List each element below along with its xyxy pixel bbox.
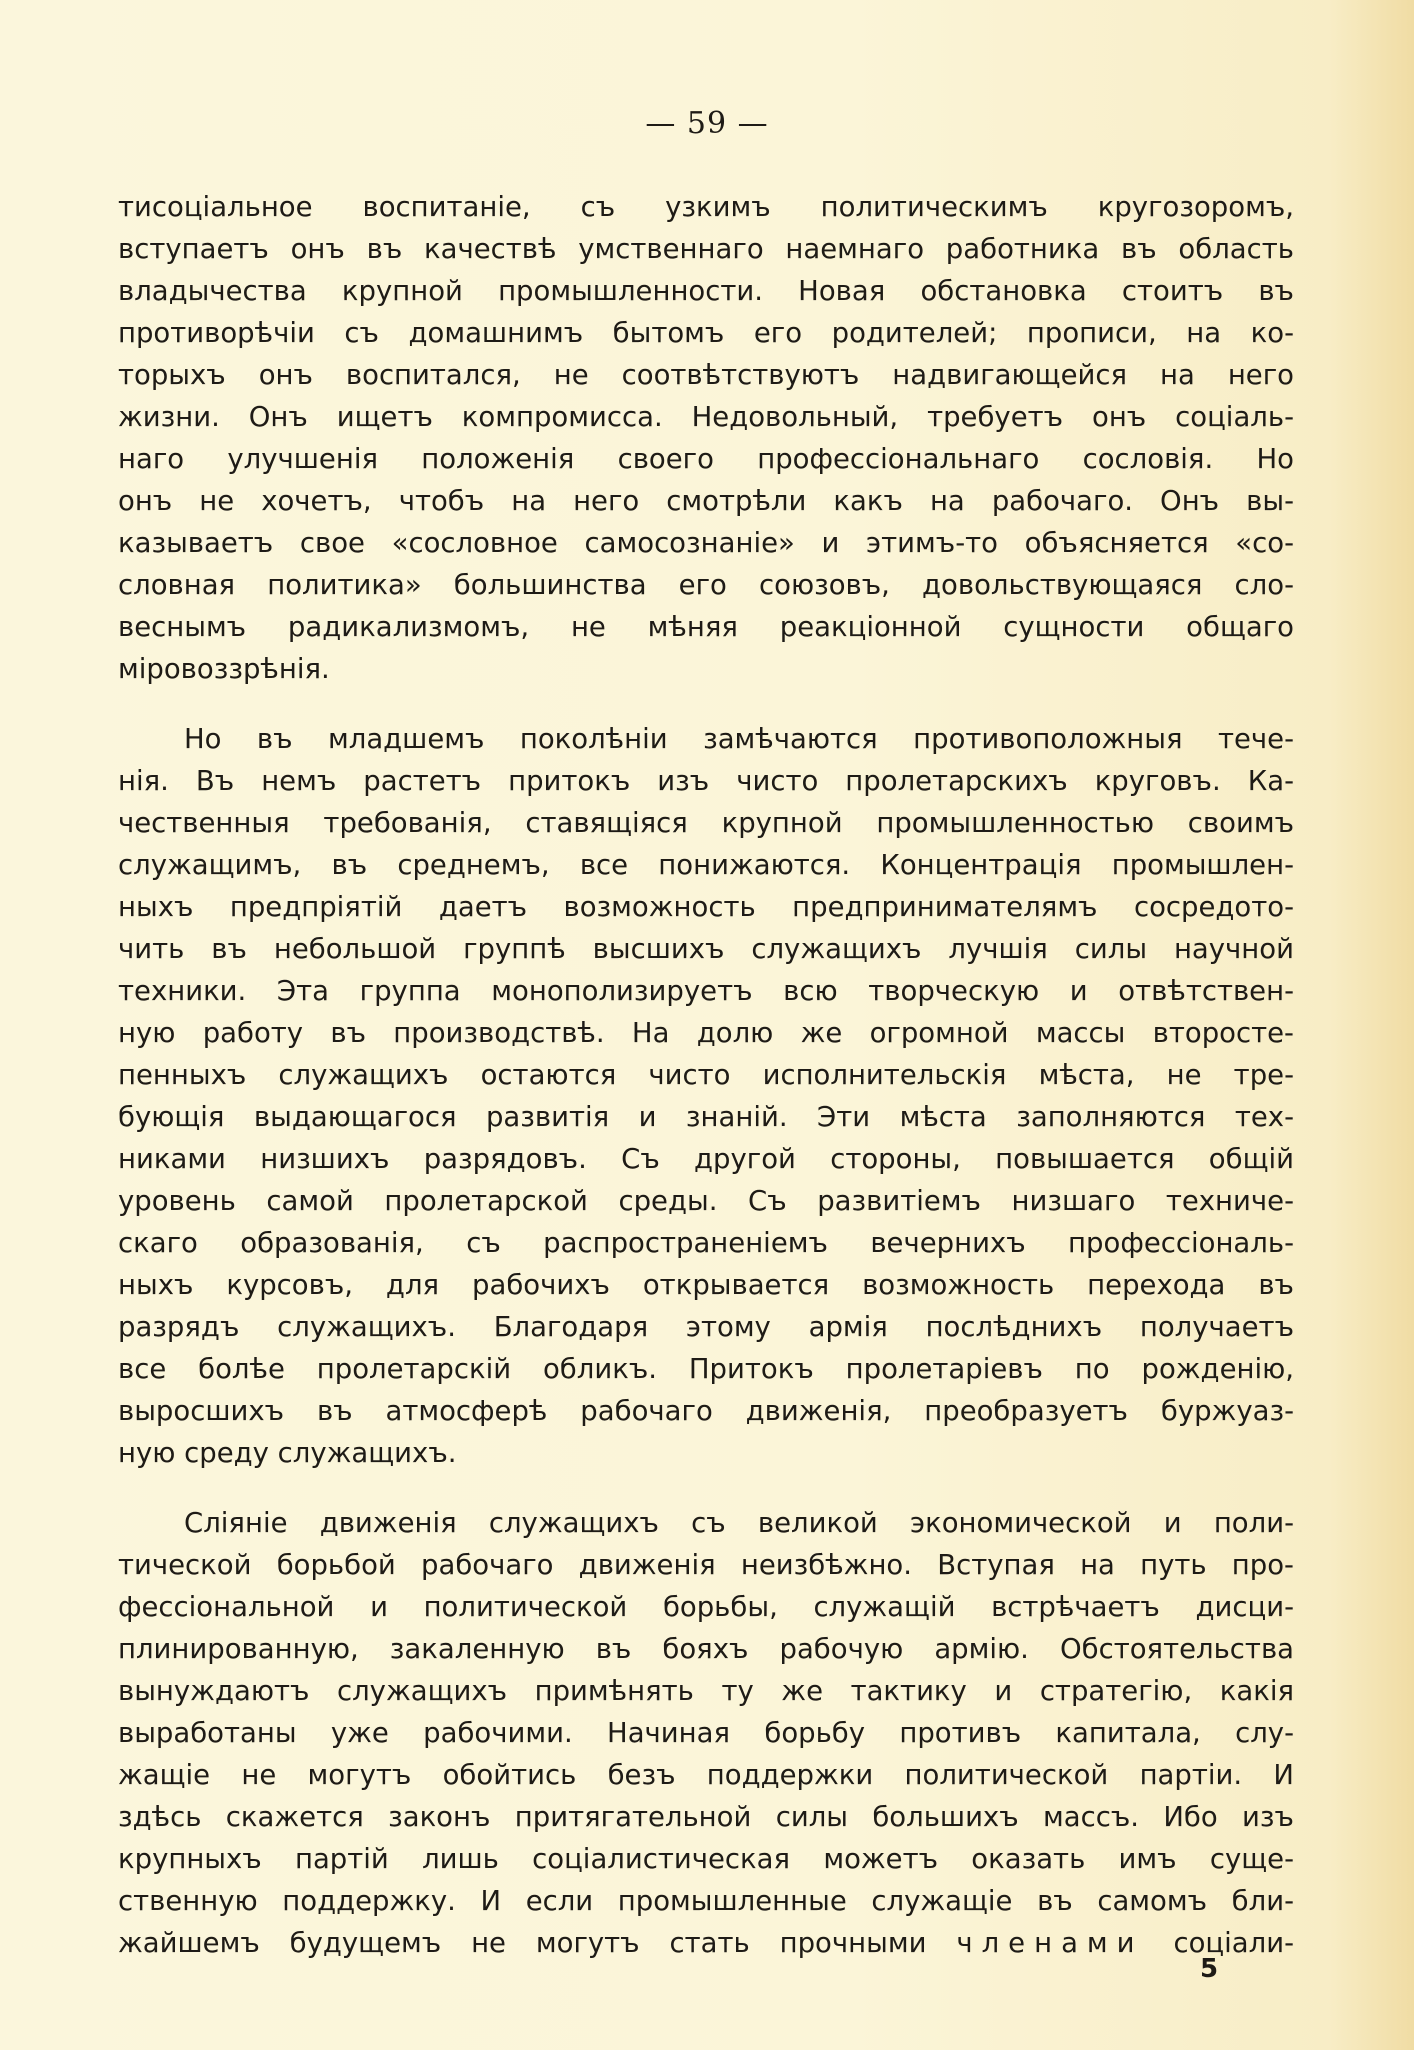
text-line: ныхъ предпріятій даетъ возможность предпринимателямъ сосредото- — [118, 891, 1294, 923]
text-line: крупныхъ партій лишь соціалистическая можетъ оказать имъ суще- — [118, 1843, 1294, 1875]
line-start: жайшемъ будущемъ не могутъ стать прочными — [118, 1927, 927, 1959]
text-line: выработаны уже рабочими. Начиная борьбу противъ капитала, слу- — [118, 1717, 1294, 1749]
text-line: фессіональной и политической борьбы, служащій встрѣчаетъ дисци- — [118, 1591, 1294, 1623]
text-line: нія. Въ немъ растетъ притокъ изъ чисто пролетарскихъ круговъ. Ка- — [118, 765, 1294, 797]
paragraph-2 — [118, 718, 1294, 1474]
text-line: скаго образованія, съ распространеніемъ вечернихъ профессіональ- — [118, 1227, 1294, 1259]
text-line: онъ не хочетъ, чтобъ на него смотрѣли какъ на рабочаго. Онъ вы- — [118, 485, 1294, 517]
text-line: чить въ небольшой группѣ высшихъ служащихъ лучшія силы научной — [118, 933, 1294, 965]
text-line: Сліяніе движенія служащихъ съ великой экономической и поли- — [184, 1507, 1294, 1539]
text-line: казываетъ свое «сословное самосознаніе» и этимъ-то объясняется «со- — [118, 527, 1294, 559]
text-line: уровень самой пролетарской среды. Съ развитіемъ низшаго техниче- — [118, 1185, 1294, 1217]
text-line: противорѣчіи съ домашнимъ бытомъ его родителей; прописи, на ко- — [118, 317, 1294, 349]
text-line: жащіе не могутъ обойтись безъ поддержки политической партіи. И — [118, 1759, 1294, 1791]
text-line-final — [118, 1922, 1294, 1964]
text-line: владычества крупной промышленности. Новая обстановка стоитъ въ — [118, 275, 1294, 307]
text-line: ную среду служащихъ. — [118, 1437, 457, 1469]
text-line: никами низшихъ разрядовъ. Съ другой стороны, повышается общій — [118, 1143, 1294, 1175]
line-tail: соціали- — [1143, 1927, 1294, 1959]
text-line: бующія выдающагося развитія и знаній. Эти мѣста заполняются тех- — [118, 1101, 1294, 1133]
text-line: веснымъ радикализмомъ, не мѣняя реакціонной сущности общаго — [118, 611, 1294, 643]
text-line: жизни. Онъ ищетъ компромисса. Недовольный, требуетъ онъ соціаль- — [118, 401, 1294, 433]
text-line: словная политика» большинства его союзовъ, довольствующаяся сло- — [118, 569, 1294, 601]
text-line: наго улучшенія положенія своего профессіональнаго сословія. Но — [118, 443, 1294, 475]
text-line: торыхъ онъ воспитался, не соотвѣтствуютъ надвигающейся на него — [118, 359, 1294, 391]
text-line: плинированную, закаленную въ бояхъ рабочую армію. Обстоятельства — [118, 1633, 1294, 1665]
text-line: служащимъ, въ среднемъ, все понижаются. Концентрація промышлен- — [118, 849, 1294, 881]
text-line: техники. Эта группа монополизируетъ всю творческую и отвѣтствен- — [118, 975, 1294, 1007]
page-number: — 59 — — [645, 106, 769, 141]
text-line: вынуждаютъ служащихъ примѣнять ту же тактику и стратегію, какія — [118, 1675, 1294, 1707]
text-line: пенныхъ служащихъ остаются чисто исполнительскія мѣста, не тре- — [118, 1059, 1294, 1091]
text-line: міровоззрѣнія. — [118, 653, 330, 685]
paragraph-1 — [118, 186, 1294, 690]
text-line: здѣсь скажется законъ притягательной силы большихъ массъ. Ибо изъ — [118, 1801, 1294, 1833]
text-line: все болѣе пролетарскій обликъ. Притокъ пролетаріевъ по рожденію, — [118, 1353, 1294, 1385]
paragraph-3 — [118, 1502, 1294, 1964]
text-line: выросшихъ въ атмосферѣ рабочаго движенія, преобразуетъ буржуаз- — [118, 1395, 1294, 1427]
text-line: вступаетъ онъ въ качествѣ умственнаго наемнаго работника въ область — [118, 233, 1294, 265]
text-line: ныхъ курсовъ, для рабочихъ открывается возможность перехода въ — [118, 1269, 1294, 1301]
text-line: чественныя требованія, ставящіяся крупной промышленностью своимъ — [118, 807, 1294, 839]
text-line: разрядъ служащихъ. Благодаря этому армія послѣднихъ получаетъ — [118, 1311, 1294, 1343]
text-line: Но въ младшемъ поколѣніи замѣчаются противоположныя тече- — [184, 723, 1294, 755]
text-line: ственную поддержку. И если промышленные служащіе въ самомъ бли- — [118, 1885, 1294, 1917]
text-line: тисоціальное воспитаніе, съ узкимъ политическимъ кругозоромъ, — [118, 191, 1294, 223]
text-line: тической борьбой рабочаго движенія неизбѣжно. Вступая на путь про- — [118, 1549, 1294, 1581]
signature-mark: 5 — [1200, 1954, 1219, 1984]
spaced-word: членами — [956, 1927, 1144, 1959]
text-line: ную работу въ производствѣ. На долю же огромной массы второсте- — [118, 1017, 1294, 1049]
